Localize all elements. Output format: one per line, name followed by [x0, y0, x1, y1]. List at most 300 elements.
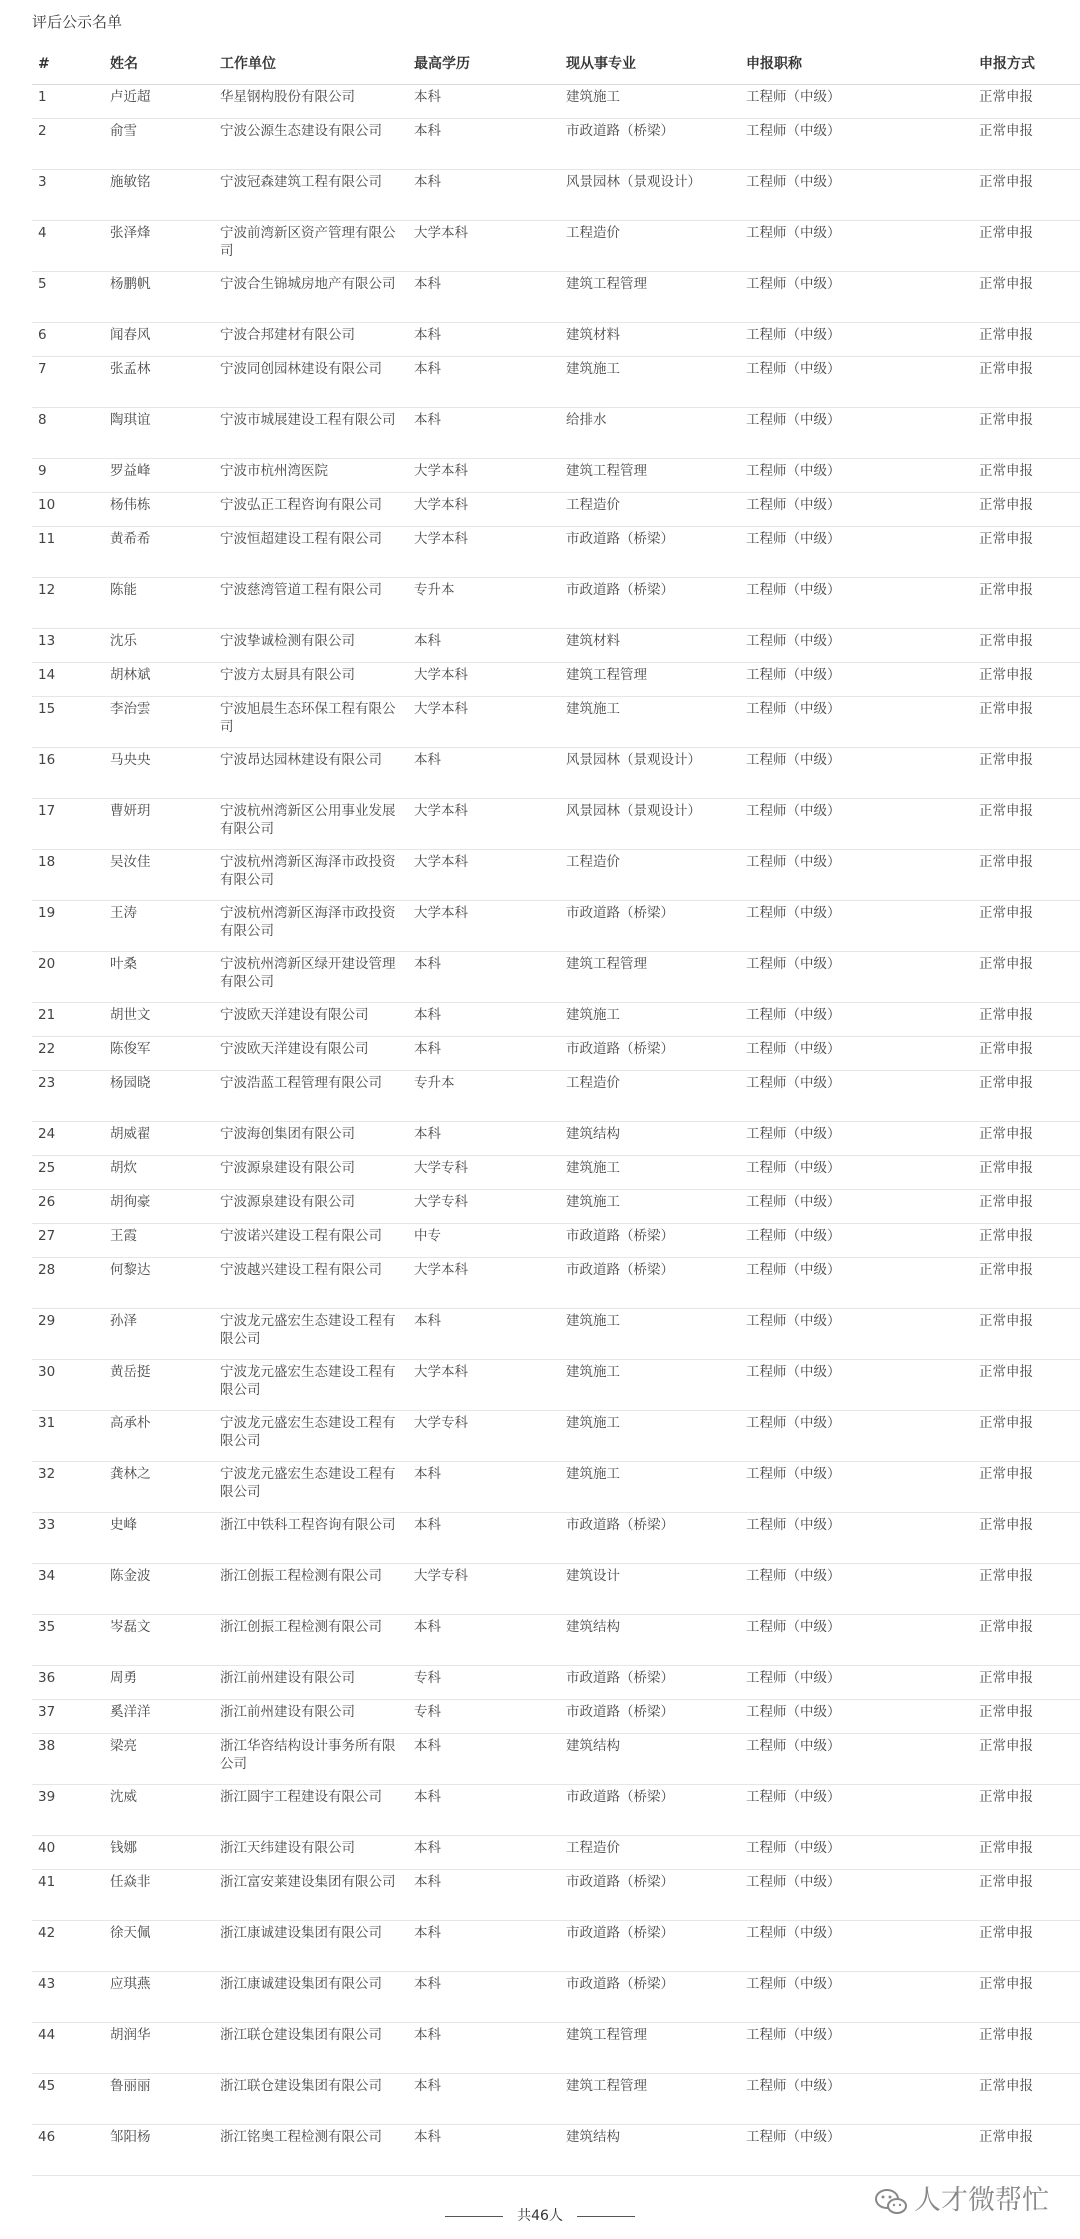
table-row	[32, 493, 1080, 527]
cell-method: 正常申报	[973, 1122, 1080, 1156]
cell-index: 39	[32, 1785, 104, 1836]
cell-specialty: 建筑施工	[560, 1309, 740, 1360]
cell-title: 工程师（中级）	[740, 2074, 973, 2125]
cell-title: 工程师（中级）	[740, 527, 973, 578]
cell-index: 17	[32, 799, 104, 850]
cell-specialty: 工程造价	[560, 1071, 740, 1122]
cell-specialty: 市政道路（桥梁）	[560, 1921, 740, 1972]
cell-education: 大学本科	[408, 221, 560, 272]
cell-index: 8	[32, 408, 104, 459]
cell-employer: 宁波市杭州湾医院	[214, 459, 408, 493]
cell-specialty: 建筑施工	[560, 1360, 740, 1411]
cell-name: 胡世文	[104, 1003, 214, 1037]
table-row	[32, 697, 1080, 748]
cell-title: 工程师（中级）	[740, 357, 973, 408]
cell-method: 正常申报	[973, 578, 1080, 629]
cell-method: 正常申报	[973, 748, 1080, 799]
cell-index: 37	[32, 1700, 104, 1734]
cell-specialty: 建筑施工	[560, 1190, 740, 1224]
cell-index: 40	[32, 1836, 104, 1870]
cell-method: 正常申报	[973, 1360, 1080, 1411]
cell-name: 吴汝佳	[104, 850, 214, 901]
cell-title: 工程师（中级）	[740, 1003, 973, 1037]
cell-name: 闻春风	[104, 323, 214, 357]
cell-name: 马央央	[104, 748, 214, 799]
header-col-employer: 工作单位	[214, 53, 408, 85]
cell-name: 曹妍玥	[104, 799, 214, 850]
cell-employer: 浙江康诚建设集团有限公司	[214, 1921, 408, 1972]
cell-employer: 宁波昂达园林建设有限公司	[214, 748, 408, 799]
header-col-method: 申报方式	[973, 53, 1080, 85]
cell-specialty: 建筑结构	[560, 1615, 740, 1666]
cell-title: 工程师（中级）	[740, 1258, 973, 1309]
cell-method: 正常申报	[973, 1462, 1080, 1513]
table-row	[32, 1156, 1080, 1190]
table-row	[32, 357, 1080, 408]
cell-education: 本科	[408, 323, 560, 357]
table-row	[32, 1615, 1080, 1666]
cell-education: 中专	[408, 1224, 560, 1258]
cell-method: 正常申报	[973, 1258, 1080, 1309]
table-row	[32, 1122, 1080, 1156]
cell-education: 大学本科	[408, 697, 560, 748]
cell-index: 15	[32, 697, 104, 748]
table-row	[32, 1836, 1080, 1870]
cell-title: 工程师（中级）	[740, 1190, 973, 1224]
table-row	[32, 799, 1080, 850]
cell-method: 正常申报	[973, 1156, 1080, 1190]
cell-title: 工程师（中级）	[740, 1224, 973, 1258]
table-header-row	[32, 53, 1080, 85]
cell-title: 工程师（中级）	[740, 1921, 973, 1972]
cell-specialty: 市政道路（桥梁）	[560, 578, 740, 629]
cell-method: 正常申报	[973, 272, 1080, 323]
cell-method: 正常申报	[973, 408, 1080, 459]
cell-employer: 宁波龙元盛宏生态建设工程有限公司	[214, 1411, 408, 1462]
cell-education: 本科	[408, 1309, 560, 1360]
cell-name: 张孟林	[104, 357, 214, 408]
cell-employer: 宁波杭州湾新区海泽市政投资有限公司	[214, 850, 408, 901]
cell-method: 正常申报	[973, 1734, 1080, 1785]
cell-education: 本科	[408, 1003, 560, 1037]
cell-education: 大学本科	[408, 901, 560, 952]
cell-specialty: 风景园林（景观设计）	[560, 748, 740, 799]
cell-method: 正常申报	[973, 357, 1080, 408]
cell-index: 26	[32, 1190, 104, 1224]
cell-employer: 宁波源泉建设有限公司	[214, 1190, 408, 1224]
cell-education: 本科	[408, 119, 560, 170]
table-row	[32, 1190, 1080, 1224]
cell-education: 本科	[408, 357, 560, 408]
cell-name: 黄岳挺	[104, 1360, 214, 1411]
cell-method: 正常申报	[973, 799, 1080, 850]
cell-index: 38	[32, 1734, 104, 1785]
cell-title: 工程师（中级）	[740, 663, 973, 697]
cell-title: 工程师（中级）	[740, 1700, 973, 1734]
cell-specialty: 建筑结构	[560, 1734, 740, 1785]
cell-method: 正常申报	[973, 663, 1080, 697]
cell-index: 9	[32, 459, 104, 493]
cell-specialty: 市政道路（桥梁）	[560, 1972, 740, 2023]
cell-title: 工程师（中级）	[740, 1785, 973, 1836]
cell-method: 正常申报	[973, 1666, 1080, 1700]
header-col-education: 最高学历	[408, 53, 560, 85]
cell-specialty: 市政道路（桥梁）	[560, 1258, 740, 1309]
cell-specialty: 建筑工程管理	[560, 952, 740, 1003]
cell-name: 罗益峰	[104, 459, 214, 493]
cell-name: 胡徇豪	[104, 1190, 214, 1224]
cell-education: 本科	[408, 629, 560, 663]
table-row	[32, 1003, 1080, 1037]
cell-name: 周勇	[104, 1666, 214, 1700]
cell-title: 工程师（中级）	[740, 221, 973, 272]
cell-index: 35	[32, 1615, 104, 1666]
cell-employer: 浙江华咨结构设计事务所有限公司	[214, 1734, 408, 1785]
table-row	[32, 1513, 1080, 1564]
cell-specialty: 建筑施工	[560, 1411, 740, 1462]
cell-method: 正常申报	[973, 1921, 1080, 1972]
table-row	[32, 663, 1080, 697]
cell-education: 本科	[408, 408, 560, 459]
cell-education: 本科	[408, 2023, 560, 2074]
table-row	[32, 1700, 1080, 1734]
cell-method: 正常申报	[973, 2023, 1080, 2074]
cell-education: 本科	[408, 748, 560, 799]
cell-method: 正常申报	[973, 1700, 1080, 1734]
header-col-name: 姓名	[104, 53, 214, 85]
table-row	[32, 1309, 1080, 1360]
cell-title: 工程师（中级）	[740, 1513, 973, 1564]
cell-employer: 宁波杭州湾新区海泽市政投资有限公司	[214, 901, 408, 952]
cell-name: 杨鹏帆	[104, 272, 214, 323]
cell-name: 沈乐	[104, 629, 214, 663]
cell-title: 工程师（中级）	[740, 1411, 973, 1462]
cell-method: 正常申报	[973, 1037, 1080, 1071]
cell-name: 陈能	[104, 578, 214, 629]
cell-index: 3	[32, 170, 104, 221]
cell-employer: 宁波冠森建筑工程有限公司	[214, 170, 408, 221]
cell-employer: 浙江创振工程检测有限公司	[214, 1615, 408, 1666]
cell-education: 本科	[408, 2074, 560, 2125]
cell-education: 本科	[408, 2125, 560, 2176]
cell-name: 高承朴	[104, 1411, 214, 1462]
cell-name: 施敏铭	[104, 170, 214, 221]
table-row	[32, 272, 1080, 323]
cell-index: 36	[32, 1666, 104, 1700]
cell-method: 正常申报	[973, 629, 1080, 663]
cell-name: 陈俊军	[104, 1037, 214, 1071]
cell-index: 42	[32, 1921, 104, 1972]
cell-specialty: 工程造价	[560, 221, 740, 272]
cell-education: 本科	[408, 1870, 560, 1921]
cell-index: 13	[32, 629, 104, 663]
cell-name: 王霞	[104, 1224, 214, 1258]
cell-index: 25	[32, 1156, 104, 1190]
cell-index: 24	[32, 1122, 104, 1156]
cell-method: 正常申报	[973, 459, 1080, 493]
table-row	[32, 578, 1080, 629]
cell-index: 20	[32, 952, 104, 1003]
cell-specialty: 市政道路（桥梁）	[560, 1224, 740, 1258]
cell-specialty: 建筑施工	[560, 697, 740, 748]
cell-specialty: 市政道路（桥梁）	[560, 1513, 740, 1564]
cell-name: 李治雲	[104, 697, 214, 748]
cell-employer: 宁波源泉建设有限公司	[214, 1156, 408, 1190]
table-row	[32, 901, 1080, 952]
table-row	[32, 1071, 1080, 1122]
cell-title: 工程师（中级）	[740, 459, 973, 493]
cell-education: 本科	[408, 952, 560, 1003]
cell-specialty: 市政道路（桥梁）	[560, 527, 740, 578]
cell-method: 正常申报	[973, 1309, 1080, 1360]
cell-title: 工程师（中级）	[740, 170, 973, 221]
cell-index: 41	[32, 1870, 104, 1921]
cell-specialty: 建筑施工	[560, 85, 740, 119]
cell-specialty: 风景园林（景观设计）	[560, 170, 740, 221]
cell-method: 正常申报	[973, 1071, 1080, 1122]
table-row	[32, 408, 1080, 459]
cell-employer: 宁波弘正工程咨询有限公司	[214, 493, 408, 527]
table-row	[32, 119, 1080, 170]
cell-employer: 宁波欧天洋建设有限公司	[214, 1037, 408, 1071]
cell-specialty: 建筑设计	[560, 1564, 740, 1615]
table-row	[32, 1972, 1080, 2023]
cell-method: 正常申报	[973, 1003, 1080, 1037]
cell-title: 工程师（中级）	[740, 952, 973, 1003]
cell-title: 工程师（中级）	[740, 1564, 973, 1615]
cell-specialty: 建筑工程管理	[560, 663, 740, 697]
cell-title: 工程师（中级）	[740, 629, 973, 663]
cell-name: 孙泽	[104, 1309, 214, 1360]
cell-method: 正常申报	[973, 1411, 1080, 1462]
cell-employer: 宁波龙元盛宏生态建设工程有限公司	[214, 1462, 408, 1513]
cell-name: 沈威	[104, 1785, 214, 1836]
cell-specialty: 市政道路（桥梁）	[560, 1870, 740, 1921]
cell-index: 23	[32, 1071, 104, 1122]
table-row	[32, 527, 1080, 578]
table-row	[32, 629, 1080, 663]
cell-education: 本科	[408, 1037, 560, 1071]
cell-title: 工程师（中级）	[740, 1156, 973, 1190]
cell-employer: 宁波方太厨具有限公司	[214, 663, 408, 697]
cell-method: 正常申报	[973, 85, 1080, 119]
cell-method: 正常申报	[973, 221, 1080, 272]
cell-employer: 宁波杭州湾新区绿开建设管理有限公司	[214, 952, 408, 1003]
cell-employer: 宁波同创园林建设有限公司	[214, 357, 408, 408]
cell-name: 岑磊文	[104, 1615, 214, 1666]
cell-education: 本科	[408, 1972, 560, 2023]
cell-specialty: 建筑施工	[560, 357, 740, 408]
cell-method: 正常申报	[973, 1615, 1080, 1666]
cell-specialty: 市政道路（桥梁）	[560, 119, 740, 170]
cell-name: 黄希希	[104, 527, 214, 578]
cell-specialty: 建筑结构	[560, 2125, 740, 2176]
cell-method: 正常申报	[973, 1513, 1080, 1564]
cell-specialty: 市政道路（桥梁）	[560, 1700, 740, 1734]
cell-education: 本科	[408, 1513, 560, 1564]
table-row	[32, 1785, 1080, 1836]
table-row	[32, 2023, 1080, 2074]
cell-employer: 浙江联仓建设集团有限公司	[214, 2023, 408, 2074]
cell-index: 4	[32, 221, 104, 272]
cell-index: 46	[32, 2125, 104, 2176]
cell-name: 邹阳杨	[104, 2125, 214, 2176]
table-row	[32, 1870, 1080, 1921]
cell-title: 工程师（中级）	[740, 578, 973, 629]
table-row	[32, 2125, 1080, 2176]
table-row	[32, 1734, 1080, 1785]
cell-index: 34	[32, 1564, 104, 1615]
cell-employer: 宁波合邦建材有限公司	[214, 323, 408, 357]
cell-employer: 浙江铭奥工程检测有限公司	[214, 2125, 408, 2176]
table-row	[32, 1462, 1080, 1513]
cell-employer: 宁波旭晨生态环保工程有限公司	[214, 697, 408, 748]
cell-specialty: 工程造价	[560, 1836, 740, 1870]
cell-education: 大学本科	[408, 799, 560, 850]
cell-specialty: 市政道路（桥梁）	[560, 1785, 740, 1836]
cell-employer: 浙江前州建设有限公司	[214, 1666, 408, 1700]
cell-employer: 宁波合生锦城房地产有限公司	[214, 272, 408, 323]
cell-education: 本科	[408, 85, 560, 119]
cell-title: 工程师（中级）	[740, 1037, 973, 1071]
cell-education: 专科	[408, 1666, 560, 1700]
cell-index: 43	[32, 1972, 104, 2023]
cell-education: 大学本科	[408, 1258, 560, 1309]
cell-specialty: 建筑工程管理	[560, 2023, 740, 2074]
table-row	[32, 323, 1080, 357]
watermark	[874, 2178, 1049, 2217]
table-row	[32, 850, 1080, 901]
cell-index: 7	[32, 357, 104, 408]
table-row	[32, 1666, 1080, 1700]
cell-education: 专科	[408, 1700, 560, 1734]
cell-employer: 宁波浩蓝工程管理有限公司	[214, 1071, 408, 1122]
cell-title: 工程师（中级）	[740, 748, 973, 799]
cell-employer: 浙江创振工程检测有限公司	[214, 1564, 408, 1615]
cell-education: 本科	[408, 1122, 560, 1156]
cell-title: 工程师（中级）	[740, 850, 973, 901]
cell-name: 陶琪谊	[104, 408, 214, 459]
cell-specialty: 建筑材料	[560, 323, 740, 357]
header-col-specialty: 现从事专业	[560, 53, 740, 85]
cell-title: 工程师（中级）	[740, 1615, 973, 1666]
cell-title: 工程师（中级）	[740, 2023, 973, 2074]
cell-specialty: 建筑材料	[560, 629, 740, 663]
cell-title: 工程师（中级）	[740, 1870, 973, 1921]
cell-index: 30	[32, 1360, 104, 1411]
cell-index: 16	[32, 748, 104, 799]
cell-education: 专升本	[408, 578, 560, 629]
cell-employer: 宁波恒超建设工程有限公司	[214, 527, 408, 578]
cell-education: 本科	[408, 1921, 560, 1972]
cell-title: 工程师（中级）	[740, 1836, 973, 1870]
cell-education: 专升本	[408, 1071, 560, 1122]
cell-employer: 浙江中铁科工程咨询有限公司	[214, 1513, 408, 1564]
header-col-index: #	[32, 53, 104, 85]
cell-title: 工程师（中级）	[740, 408, 973, 459]
table-row	[32, 170, 1080, 221]
cell-education: 本科	[408, 1615, 560, 1666]
total-count: 共46人	[517, 2208, 563, 2224]
cell-education: 大学专科	[408, 1564, 560, 1615]
cell-employer: 浙江富安莱建设集团有限公司	[214, 1870, 408, 1921]
table-row	[32, 221, 1080, 272]
cell-index: 11	[32, 527, 104, 578]
cell-index: 5	[32, 272, 104, 323]
cell-index: 21	[32, 1003, 104, 1037]
cell-name: 胡威翟	[104, 1122, 214, 1156]
table-row	[32, 1037, 1080, 1071]
cell-employer: 宁波龙元盛宏生态建设工程有限公司	[214, 1309, 408, 1360]
cell-method: 正常申报	[973, 1190, 1080, 1224]
cell-index: 1	[32, 85, 104, 119]
cell-index: 22	[32, 1037, 104, 1071]
cell-title: 工程师（中级）	[740, 1972, 973, 2023]
cell-name: 梁亮	[104, 1734, 214, 1785]
cell-employer: 宁波挚诚检测有限公司	[214, 629, 408, 663]
cell-employer: 宁波诺兴建设工程有限公司	[214, 1224, 408, 1258]
cell-title: 工程师（中级）	[740, 697, 973, 748]
cell-education: 本科	[408, 1462, 560, 1513]
cell-index: 27	[32, 1224, 104, 1258]
cell-specialty: 风景园林（景观设计）	[560, 799, 740, 850]
cell-method: 正常申报	[973, 493, 1080, 527]
cell-method: 正常申报	[973, 697, 1080, 748]
cell-education: 大学本科	[408, 663, 560, 697]
cell-method: 正常申报	[973, 1972, 1080, 2023]
cell-education: 大学本科	[408, 1360, 560, 1411]
cell-employer: 浙江天纬建设有限公司	[214, 1836, 408, 1870]
cell-index: 19	[32, 901, 104, 952]
cell-name: 卢近超	[104, 85, 214, 119]
cell-employer: 华星钢构股份有限公司	[214, 85, 408, 119]
wechat-icon	[874, 2187, 908, 2217]
cell-method: 正常申报	[973, 323, 1080, 357]
cell-title: 工程师（中级）	[740, 1309, 973, 1360]
cell-index: 33	[32, 1513, 104, 1564]
cell-title: 工程师（中级）	[740, 119, 973, 170]
cell-education: 本科	[408, 1836, 560, 1870]
cell-method: 正常申报	[973, 1785, 1080, 1836]
footer-line-left	[445, 2216, 503, 2217]
cell-name: 俞雪	[104, 119, 214, 170]
cell-specialty: 建筑施工	[560, 1462, 740, 1513]
cell-method: 正常申报	[973, 527, 1080, 578]
cell-name: 张泽烽	[104, 221, 214, 272]
cell-title: 工程师（中级）	[740, 1462, 973, 1513]
cell-specialty: 建筑结构	[560, 1122, 740, 1156]
cell-title: 工程师（中级）	[740, 1122, 973, 1156]
cell-name: 杨伟栋	[104, 493, 214, 527]
cell-employer: 宁波前湾新区资产管理有限公司	[214, 221, 408, 272]
cell-method: 正常申报	[973, 1564, 1080, 1615]
cell-index: 29	[32, 1309, 104, 1360]
cell-index: 6	[32, 323, 104, 357]
cell-name: 史峰	[104, 1513, 214, 1564]
cell-employer: 浙江联仓建设集团有限公司	[214, 2074, 408, 2125]
cell-method: 正常申报	[973, 1224, 1080, 1258]
cell-employer: 宁波杭州湾新区公用事业发展有限公司	[214, 799, 408, 850]
cell-employer: 宁波欧天洋建设有限公司	[214, 1003, 408, 1037]
cell-employer: 浙江圆宇工程建设有限公司	[214, 1785, 408, 1836]
cell-name: 奚洋洋	[104, 1700, 214, 1734]
cell-method: 正常申报	[973, 2074, 1080, 2125]
cell-employer: 宁波龙元盛宏生态建设工程有限公司	[214, 1360, 408, 1411]
cell-employer: 宁波海创集团有限公司	[214, 1122, 408, 1156]
cell-method: 正常申报	[973, 850, 1080, 901]
table-row	[32, 748, 1080, 799]
table-row	[32, 1224, 1080, 1258]
